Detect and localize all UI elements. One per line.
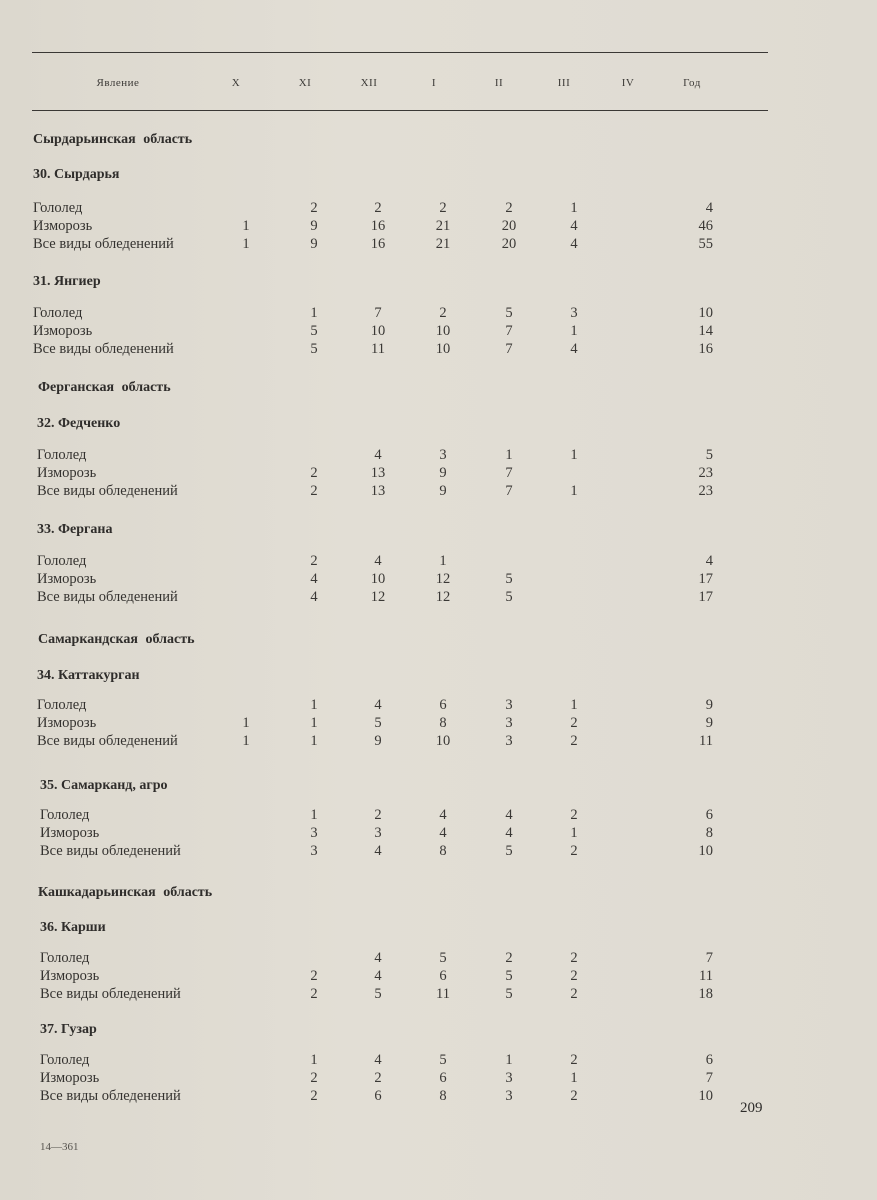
cell-xi: 1 (310, 715, 318, 731)
cell-ii: 7 (505, 483, 513, 499)
cell-ii: 1 (505, 447, 513, 463)
cell-i: 4 (439, 825, 447, 841)
table-row (37, 465, 780, 483)
table-row (33, 218, 780, 236)
cell-year: 9 (705, 715, 713, 731)
cell-ii: 2 (505, 950, 513, 966)
cell-year: 17 (698, 589, 713, 605)
cell-year: 7 (705, 950, 713, 966)
cell-x: 1 (242, 733, 250, 749)
cell-year: 6 (705, 1052, 713, 1068)
cell-ii: 5 (505, 589, 513, 605)
cell-i: 1 (439, 553, 447, 569)
cell-ii: 3 (505, 715, 513, 731)
cell-i: 21 (435, 236, 451, 252)
phenomenon-label: Гололед (33, 305, 83, 321)
cell-year: 10 (698, 843, 713, 859)
cell-xii: 10 (370, 571, 386, 587)
cell-xi: 2 (310, 1088, 318, 1104)
cell-i: 9 (439, 483, 447, 499)
cell-iii: 1 (570, 323, 578, 339)
cell-xi: 1 (310, 807, 318, 823)
cell-ii: 3 (505, 1070, 513, 1086)
cell-iii: 2 (570, 807, 578, 823)
table-row (40, 843, 780, 861)
cell-year: 23 (698, 465, 713, 481)
cell-year: 10 (698, 305, 713, 321)
cell-xii: 13 (370, 465, 386, 481)
column-header: I (431, 77, 437, 89)
station-heading: 31. Янгиер (33, 274, 101, 289)
cell-iii: 1 (570, 1070, 578, 1086)
table-row (37, 715, 780, 733)
cell-year: 5 (705, 447, 713, 463)
cell-ii: 3 (505, 697, 513, 713)
station-heading: 37. Гузар (40, 1022, 97, 1037)
table-row (33, 200, 780, 218)
table-row (40, 1070, 780, 1088)
region-heading: Кашкадарьинская область (38, 885, 213, 900)
table-row (33, 236, 780, 254)
phenomenon-label: Гололед (40, 1052, 90, 1068)
phenomenon-label: Изморозь (40, 968, 100, 984)
cell-year: 23 (698, 483, 713, 499)
cell-i: 2 (439, 200, 447, 216)
region-heading: Ферганская область (38, 380, 171, 395)
cell-ii: 3 (505, 1088, 513, 1104)
cell-xii: 2 (374, 807, 382, 823)
station-heading: 35. Самарканд, агро (40, 778, 168, 793)
cell-xii: 4 (374, 447, 382, 463)
column-header: XI (298, 77, 312, 89)
cell-xii: 2 (374, 1070, 382, 1086)
cell-xii: 4 (374, 968, 382, 984)
table-row (40, 986, 780, 1004)
table-row (37, 589, 780, 607)
column-header: Год (683, 77, 701, 89)
cell-xii: 13 (370, 483, 386, 499)
cell-ii: 5 (505, 305, 513, 321)
cell-year: 10 (698, 1088, 713, 1104)
cell-xi: 2 (310, 986, 318, 1002)
cell-xi: 4 (310, 589, 318, 605)
cell-iii: 4 (570, 218, 578, 234)
cell-xi: 2 (310, 1070, 318, 1086)
station-heading: 32. Федченко (37, 416, 121, 431)
cell-iii: 2 (570, 715, 578, 731)
cell-ii: 4 (505, 807, 513, 823)
cell-i: 5 (439, 950, 447, 966)
cell-xii: 9 (374, 733, 382, 749)
cell-i: 11 (436, 986, 450, 1002)
cell-xii: 2 (374, 200, 382, 216)
cell-ii: 5 (505, 968, 513, 984)
phenomenon-label: Изморозь (33, 323, 93, 339)
cell-iii: 2 (570, 843, 578, 859)
cell-xii: 11 (371, 341, 385, 357)
cell-year: 14 (698, 323, 713, 339)
cell-iii: 3 (570, 305, 578, 321)
phenomenon-label: Гололед (40, 807, 90, 823)
cell-xi: 2 (310, 553, 318, 569)
cell-year: 17 (698, 571, 713, 587)
station-heading: 33. Фергана (37, 522, 113, 537)
phenomenon-label: Все виды обледенений (37, 733, 178, 749)
cell-ii: 7 (505, 465, 513, 481)
cell-xii: 4 (374, 950, 382, 966)
cell-xii: 10 (370, 323, 386, 339)
printer-signature: 14—361 (40, 1141, 79, 1153)
cell-ii: 2 (505, 200, 513, 216)
cell-iii: 2 (570, 1052, 578, 1068)
cell-i: 6 (439, 697, 447, 713)
cell-xi: 1 (310, 305, 318, 321)
cell-i: 10 (435, 323, 451, 339)
cell-x: 1 (242, 715, 250, 731)
phenomenon-label: Все виды обледенений (33, 236, 174, 252)
cell-xi: 5 (310, 341, 318, 357)
cell-iii: 1 (570, 483, 578, 499)
cell-ii: 20 (501, 218, 517, 234)
cell-i: 12 (435, 589, 451, 605)
cell-ii: 5 (505, 843, 513, 859)
cell-xi: 2 (310, 465, 318, 481)
cell-i: 8 (439, 843, 447, 859)
cell-ii: 7 (505, 341, 513, 357)
cell-xi: 5 (310, 323, 318, 339)
cell-i: 5 (439, 1052, 447, 1068)
table-row (33, 305, 780, 323)
region-heading: Сырдарьинская область (33, 132, 193, 147)
cell-year: 6 (705, 807, 713, 823)
cell-i: 2 (439, 305, 447, 321)
phenomenon-label: Гололед (37, 447, 87, 463)
cell-iii: 2 (570, 968, 578, 984)
cell-iii: 2 (570, 1088, 578, 1104)
cell-year: 55 (698, 236, 713, 252)
cell-ii: 5 (505, 571, 513, 587)
cell-year: 46 (698, 218, 713, 234)
cell-xii: 3 (374, 825, 382, 841)
phenomenon-label: Все виды обледенений (33, 341, 174, 357)
cell-xii: 6 (374, 1088, 382, 1104)
table-row (37, 571, 780, 589)
cell-i: 4 (439, 807, 447, 823)
phenomenon-label: Изморозь (37, 571, 97, 587)
table-top-rule (32, 52, 768, 53)
cell-iii: 2 (570, 733, 578, 749)
cell-xi: 9 (310, 218, 318, 234)
cell-iii: 1 (570, 447, 578, 463)
column-header: III (557, 77, 571, 89)
cell-ii: 5 (505, 986, 513, 1002)
cell-xii: 4 (374, 697, 382, 713)
station-heading: 34. Каттакурган (37, 668, 140, 683)
cell-x: 1 (242, 218, 250, 234)
cell-i: 10 (435, 733, 451, 749)
cell-xi: 3 (310, 825, 318, 841)
page-number: 209 (740, 1100, 763, 1116)
cell-xii: 12 (370, 589, 386, 605)
phenomenon-label: Изморозь (40, 1070, 100, 1086)
column-header: Явление (96, 77, 140, 89)
cell-iii: 1 (570, 200, 578, 216)
cell-xii: 4 (374, 843, 382, 859)
cell-xi: 3 (310, 843, 318, 859)
phenomenon-label: Гололед (33, 200, 83, 216)
cell-xii: 16 (370, 218, 386, 234)
phenomenon-label: Гололед (37, 697, 87, 713)
cell-ii: 7 (505, 323, 513, 339)
phenomenon-label: Изморозь (33, 218, 93, 234)
table-header-rule (32, 110, 768, 111)
cell-iii: 4 (570, 341, 578, 357)
cell-i: 21 (435, 218, 451, 234)
phenomenon-label: Все виды обледенений (37, 589, 178, 605)
table-row (37, 733, 780, 751)
phenomenon-label: Все виды обледенений (37, 483, 178, 499)
cell-year: 18 (698, 986, 713, 1002)
table-row (40, 1088, 780, 1106)
cell-year: 8 (705, 825, 713, 841)
table-row (37, 553, 780, 571)
cell-year: 16 (698, 341, 713, 357)
cell-x: 1 (242, 236, 250, 252)
cell-iii: 2 (570, 986, 578, 1002)
cell-i: 8 (439, 715, 447, 731)
cell-xii: 4 (374, 1052, 382, 1068)
cell-ii: 3 (505, 733, 513, 749)
cell-xi: 9 (310, 236, 318, 252)
column-header: XII (360, 77, 378, 89)
cell-iii: 4 (570, 236, 578, 252)
cell-xi: 2 (310, 483, 318, 499)
phenomenon-label: Изморозь (37, 465, 97, 481)
cell-xi: 2 (310, 200, 318, 216)
cell-iii: 1 (570, 825, 578, 841)
table-row (37, 697, 780, 715)
table-row (37, 483, 780, 501)
table-row (33, 341, 780, 359)
cell-year: 4 (705, 200, 713, 216)
cell-xii: 4 (374, 553, 382, 569)
cell-i: 12 (435, 571, 451, 587)
table-row (40, 950, 780, 968)
cell-xi: 1 (310, 697, 318, 713)
cell-iii: 2 (570, 950, 578, 966)
cell-ii: 20 (501, 236, 517, 252)
cell-xii: 16 (370, 236, 386, 252)
cell-year: 7 (705, 1070, 713, 1086)
phenomenon-label: Все виды обледенений (40, 1088, 181, 1104)
cell-xi: 2 (310, 968, 318, 984)
phenomenon-label: Изморозь (40, 825, 100, 841)
phenomenon-label: Гололед (37, 553, 87, 569)
table-row (40, 1052, 780, 1070)
cell-ii: 1 (505, 1052, 513, 1068)
cell-ii: 4 (505, 825, 513, 841)
cell-i: 6 (439, 968, 447, 984)
cell-year: 11 (699, 733, 713, 749)
cell-i: 8 (439, 1088, 447, 1104)
cell-xii: 5 (374, 715, 382, 731)
station-heading: 30. Сырдарья (33, 167, 120, 182)
phenomenon-label: Все виды обледенений (40, 986, 181, 1002)
station-heading: 36. Карши (40, 920, 106, 935)
phenomenon-label: Все виды обледенений (40, 843, 181, 859)
cell-iii: 1 (570, 697, 578, 713)
table-row (37, 447, 780, 465)
cell-xi: 4 (310, 571, 318, 587)
region-heading: Самаркандская область (38, 632, 195, 647)
table-row (40, 825, 780, 843)
cell-xi: 1 (310, 1052, 318, 1068)
column-header: II (494, 77, 504, 89)
cell-xii: 5 (374, 986, 382, 1002)
cell-i: 3 (439, 447, 447, 463)
cell-i: 9 (439, 465, 447, 481)
phenomenon-label: Изморозь (37, 715, 97, 731)
cell-i: 10 (435, 341, 451, 357)
cell-i: 6 (439, 1070, 447, 1086)
cell-year: 4 (705, 553, 713, 569)
table-row (40, 968, 780, 986)
cell-xii: 7 (374, 305, 382, 321)
table-row (33, 323, 780, 341)
column-header: X (231, 77, 241, 89)
cell-xi: 1 (310, 733, 318, 749)
table-row (40, 807, 780, 825)
phenomenon-label: Гололед (40, 950, 90, 966)
column-header: IV (621, 77, 635, 89)
cell-year: 11 (699, 968, 713, 984)
cell-year: 9 (705, 697, 713, 713)
